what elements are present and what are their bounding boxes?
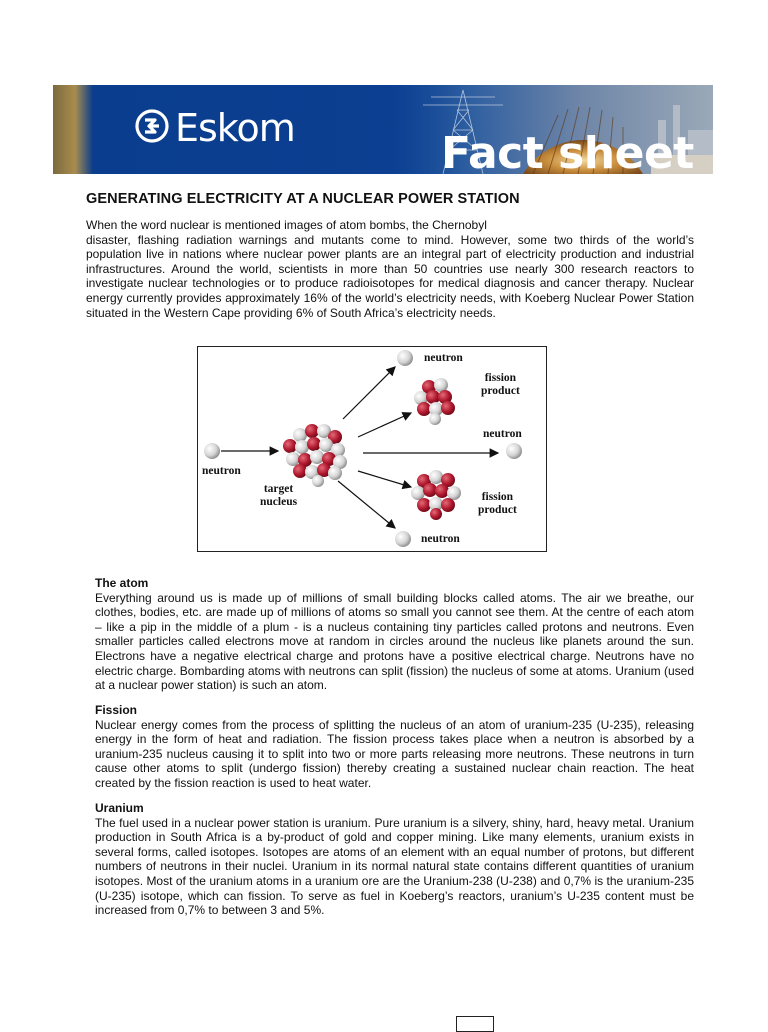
released-neutron-bottom [395, 531, 411, 547]
intro-paragraph [86, 218, 694, 320]
label-neutron-top: neutron [424, 352, 463, 364]
section-text: Everything around us is made up of millions of small building blocks called atoms. The air we breathe, our clothes, bodies, etc. are made up of millions of atoms so small you cannot see them. At the centre of each atom – like a pip in the middle of a plum - is a nucleus containing tiny particles called protons and neutrons. Even smaller particles called electrons move at random in circles around the nucleus like planets around the sun. Electrons have a negative electrical charge and protons have a positive electrical charge. Neutrons have no electric charge. Bombarding atoms with neutrons can split (fission) the nucleus of some at atoms. Uranium (used at a nuclear power station) is such an atom. [95, 590, 694, 693]
fact-sheet-title: Fact sheet [441, 128, 694, 174]
label-fission-product-top: fission product [481, 372, 520, 397]
fission-product-top [414, 378, 455, 425]
label-neutron-left: neutron [202, 465, 241, 477]
intro-first-line: When the word nuclear is mentioned images of atom bombs, the Chernobyl [86, 218, 487, 232]
intro-body: disaster, flashing radiation warnings and mutants come to mind. However, some two thirds of the world’s population live in nations where nuclear power plants are an integral part of electricity production and industrial infrastructures. Around the world, scientists in more than 50 countries use nearly 300 research reactors to investigate nuclear technologies or to produce radioisotopes for medical diagnosis and cancer therapy. Nuclear energy currently provides approximately 16% of the world’s electricity needs, with Koeberg Nuclear Power Station situated in the Western Cape providing 6% of South Africa’s electricity needs. [86, 232, 694, 320]
page-title: GENERATING ELECTRICITY AT A NUCLEAR POWER STATION [86, 191, 520, 207]
released-neutron-top [397, 350, 413, 366]
section-title: Uranium [95, 801, 144, 815]
section-uranium [95, 801, 694, 918]
target-nucleus [283, 424, 347, 487]
section-text: The fuel used in a nuclear power station is uranium. Pure uranium is a silvery, shiny, hard, heavy metal. Uranium production in South Africa is a by-product of gold and copper mining. Like many elements, uranium exists in several forms, called isotopes. Isotopes are atoms of an element with an equal number of protons, but different numbers of neutrons in their nuclei. Uranium in its normal natural state contains different quantities of uranium isotopes. Most of the uranium atoms in a uranium ore are the Uranium-238 (U-238) and 0,7% is the uranium-235 (U-235) isotope, which can fission. To serve as fuel in Koeberg’s reactors, uranium’s U-235 content must be increased from 0,7% to between 3 and 5%. [95, 815, 694, 918]
section-title: The atom [95, 576, 149, 590]
label-target-nucleus: target nucleus [260, 483, 298, 508]
fission-product-bottom [411, 470, 461, 520]
section-fission [95, 703, 694, 791]
section-text: Nuclear energy comes from the process of splitting the nucleus of an atom of uranium-235 (U-235), releasing energy in the form of heat and radiation. The fission process takes place when a neutron is absorbed by a uranium-235 nucleus causing it to split into two or more parts releasing more neutrons. These neutrons in turn cause other atoms to split (undergo fission) thereby creating a sustained nuclear chain reaction. The heat created by the fission reaction is used to heat water. [95, 717, 694, 790]
eskom-logo-icon [135, 109, 169, 143]
label-neutron-bottom: neutron [421, 533, 460, 545]
incoming-neutron [204, 443, 220, 459]
nuclear-fission-diagram [197, 346, 547, 552]
section-the-atom [95, 576, 694, 693]
eskom-logo-text: Eskom [175, 106, 295, 150]
label-fission-product-bottom: fission product [478, 491, 517, 516]
released-neutron-right [506, 443, 522, 459]
eskom-banner [53, 85, 713, 174]
label-neutron-right: neutron [483, 428, 522, 440]
section-title: Fission [95, 703, 138, 717]
page-number-box [456, 1016, 494, 1032]
